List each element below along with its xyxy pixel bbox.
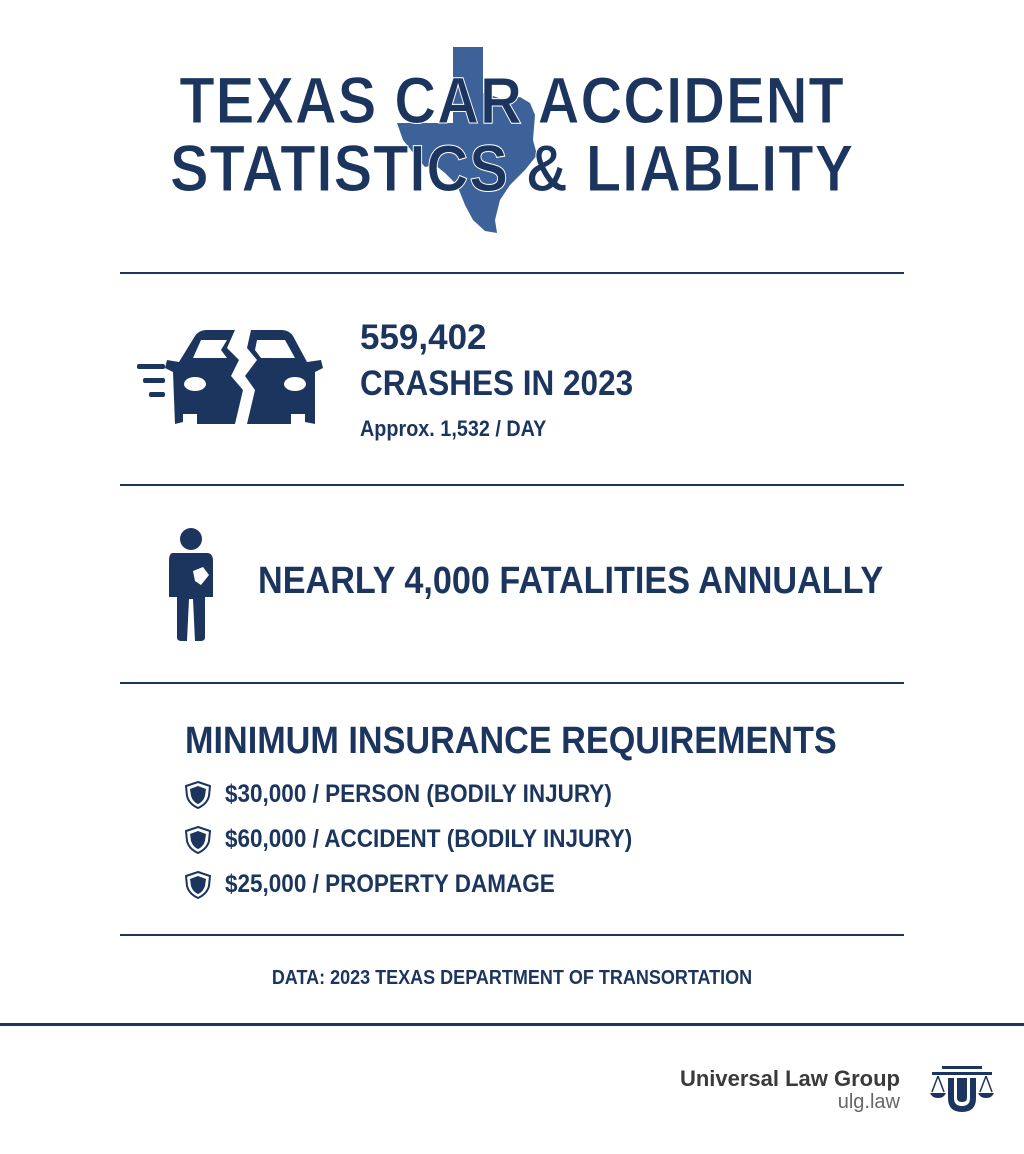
company-website: ulg.law xyxy=(837,1091,900,1113)
divider xyxy=(120,682,904,684)
insurance-heading: MINIMUM INSURANCE REQUIREMENTS xyxy=(185,720,837,762)
shield-icon xyxy=(185,826,211,854)
insurance-item xyxy=(185,780,655,809)
shield-icon xyxy=(185,781,211,809)
crash-per-day: Approx. 1,532 / DAY xyxy=(360,416,547,441)
company-name: Universal Law Group xyxy=(679,1066,900,1091)
footer-divider xyxy=(0,1023,1024,1026)
title-line-2: STATISTICS & LIABLITY xyxy=(169,131,855,205)
crashed-car-icon xyxy=(135,328,327,426)
insurance-item-text: $25,000 / PROPERTY DAMAGE xyxy=(225,870,555,898)
law-scales-logo-icon xyxy=(928,1064,996,1116)
insurance-item-text: $60,000 / ACCIDENT (BODILY INJURY) xyxy=(225,825,633,853)
divider xyxy=(120,484,904,486)
shield-icon xyxy=(185,871,211,899)
title-line-1: TEXAS CAR ACCIDENT xyxy=(179,63,845,137)
crash-count: 559,402 xyxy=(360,318,487,357)
insurance-item-text: $30,000 / PERSON (BODILY INJURY) xyxy=(225,780,612,808)
crash-label: CRASHES IN 2023 xyxy=(360,364,634,403)
insurance-item xyxy=(185,825,677,854)
insurance-item xyxy=(185,870,591,899)
fatalities-label: NEARLY 4,000 FATALITIES ANNUALLY xyxy=(258,560,884,602)
person-injury-icon xyxy=(163,527,219,641)
divider xyxy=(120,272,904,274)
divider xyxy=(120,934,904,936)
data-source: DATA: 2023 TEXAS DEPARTMENT OF TRANSORTATION xyxy=(271,967,753,989)
